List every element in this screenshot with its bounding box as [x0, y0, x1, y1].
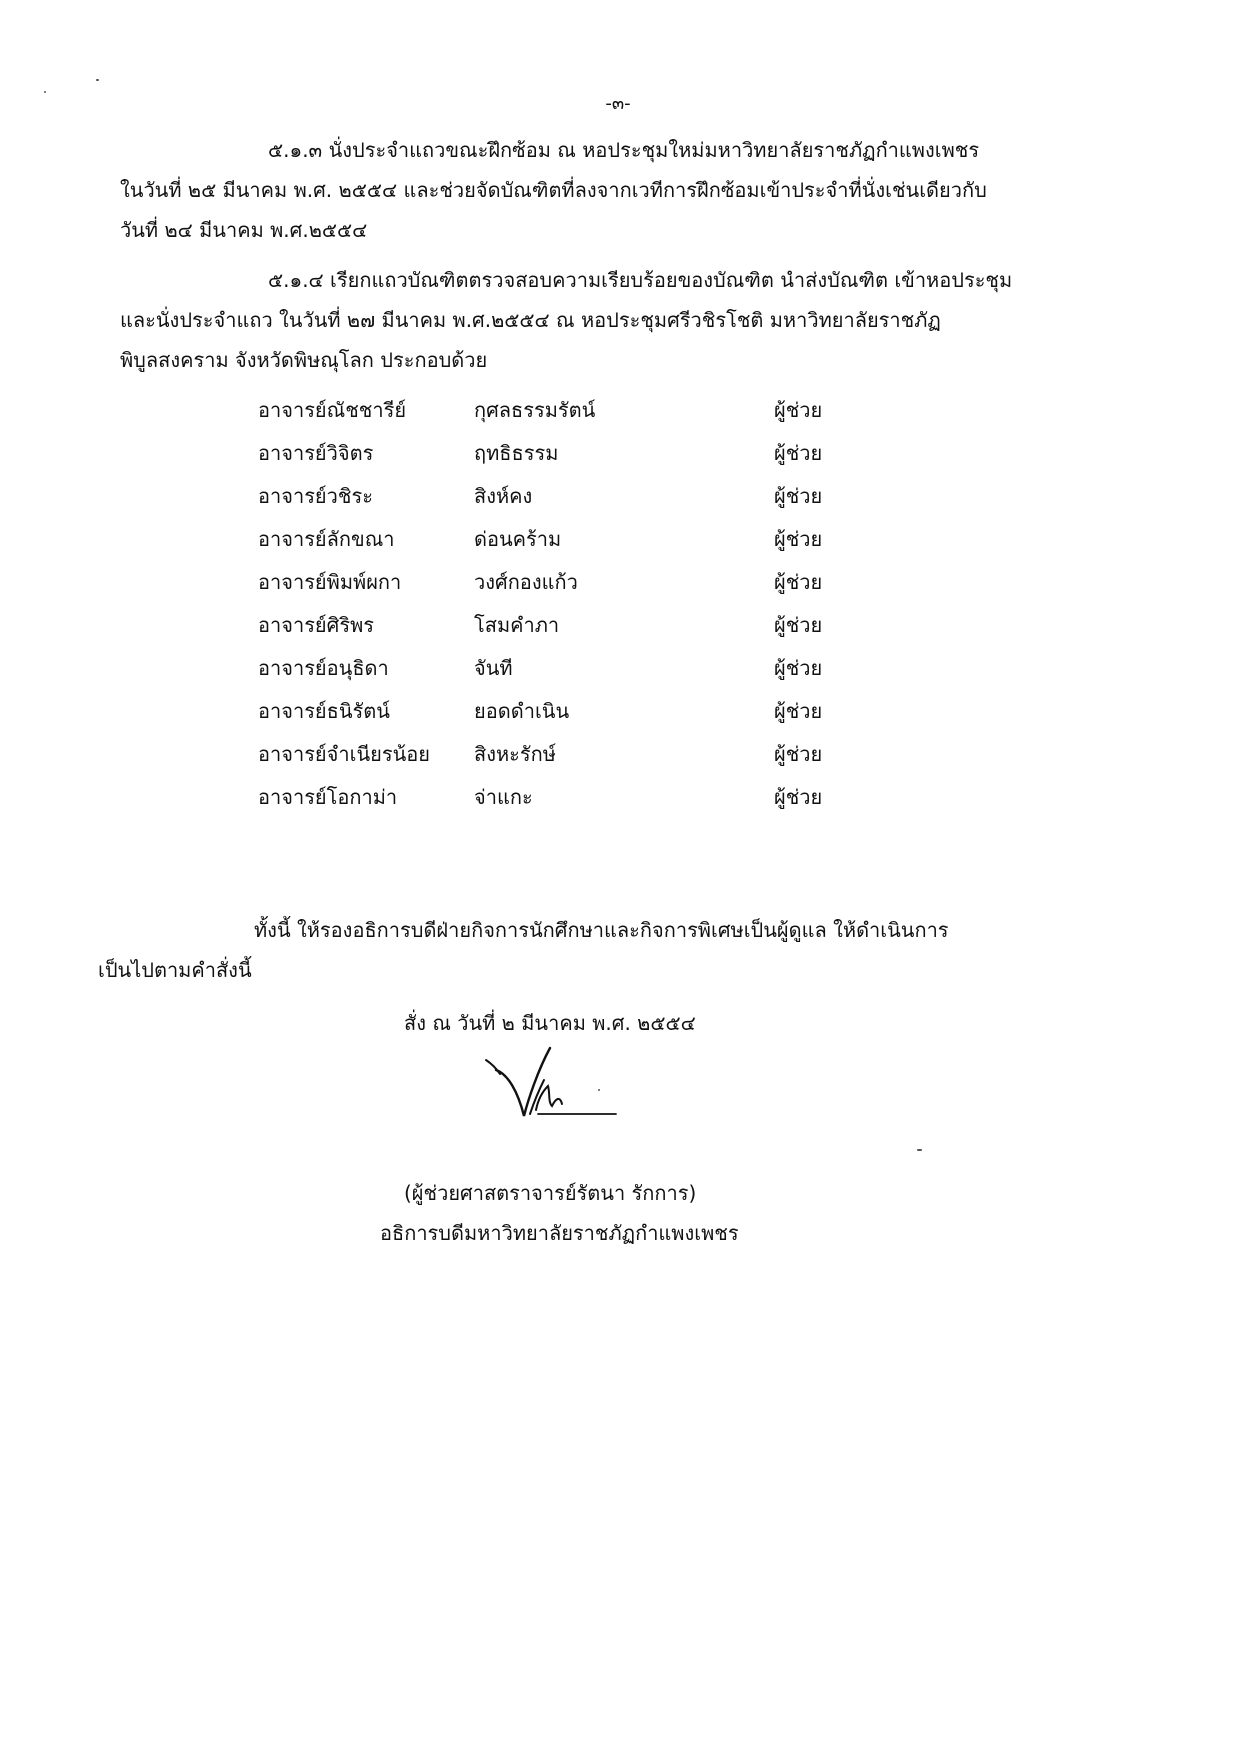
staff-first-name: อาจารย์อนุธิดา — [258, 656, 389, 680]
signatory-name: (ผู้ช่วยศาสตราจารย์รัตนา รักการ) — [404, 1181, 697, 1205]
staff-role: ผู้ช่วย — [774, 441, 823, 465]
staff-last-name: ด่อนคร้าม — [474, 527, 562, 551]
staff-last-name: กุศลธรรมรัตน์ — [474, 398, 596, 422]
page-number: -๓- — [605, 93, 631, 114]
staff-first-name: อาจารย์ณัชชารีย์ — [258, 398, 407, 422]
order-date: สั่ง ณ วันที่ ๒ มีนาคม พ.ศ. ๒๕๕๔ — [404, 1011, 696, 1035]
section-5-1-3-line-1: ๕.๑.๓ นั่งประจำแถวขณะฝึกซ้อม ณ หอประชุมใหม่มหาวิทยาลัยราชภัฏกำแพงเพชร — [268, 138, 980, 162]
scan-speck — [917, 1149, 922, 1151]
closing-line-2: เป็นไปตามคำสั่งนี้ — [98, 958, 252, 982]
section-5-1-4-line-1: ๕.๑.๔ เรียกแถวบัณฑิตตรวจสอบความเรียบร้อยของบัณฑิต นำส่งบัณฑิต เข้าหอประชุม — [268, 268, 1013, 292]
staff-role: ผู้ช่วย — [774, 484, 823, 508]
staff-last-name: โสมคำภา — [474, 613, 560, 637]
staff-role: ผู้ช่วย — [774, 699, 823, 723]
section-5-1-4-line-3: พิบูลสงคราม จังหวัดพิษณุโลก ประกอบด้วย — [120, 348, 488, 372]
signatory-title: อธิการบดีมหาวิทยาลัยราชภัฏกำแพงเพชร — [380, 1221, 739, 1245]
staff-first-name: อาจารย์ศิริพร — [258, 613, 375, 637]
staff-first-name: อาจารย์ธนิรัตน์ — [258, 699, 390, 723]
scan-speck — [96, 79, 99, 81]
section-5-1-3-line-2: ในวันที่ ๒๕ มีนาคม พ.ศ. ๒๕๕๔ และช่วยจัดบัณฑิตที่ลงจากเวทีการฝึกซ้อมเข้าประจำที่นั่งเช่นเดียวกับ — [120, 178, 987, 202]
staff-first-name: อาจารย์จำเนียรน้อย — [258, 742, 430, 766]
staff-role: ผู้ช่วย — [774, 742, 823, 766]
section-5-1-3-line-3: วันที่ ๒๔ มีนาคม พ.ศ.๒๕๕๔ — [120, 218, 368, 242]
staff-last-name: วงศ์กองแก้ว — [474, 570, 578, 594]
staff-last-name: สิงหะรักษ์ — [474, 742, 556, 766]
staff-first-name: อาจารย์พิมพ์ผกา — [258, 570, 402, 594]
staff-role: ผู้ช่วย — [774, 570, 823, 594]
staff-first-name: อาจารย์วชิระ — [258, 484, 373, 508]
staff-last-name: ยอดดำเนิน — [474, 699, 570, 723]
staff-last-name: จ่าแกะ — [474, 785, 533, 809]
staff-role: ผู้ช่วย — [774, 656, 823, 680]
section-5-1-4-line-2: และนั่งประจำแถว ในวันที่ ๒๗ มีนาคม พ.ศ.๒๕๕๔ ณ หอประชุมศรีวชิรโชติ มหาวิทยาลัยราชภัฏ — [120, 308, 941, 332]
staff-last-name: สิงห์คง — [474, 484, 533, 508]
staff-role: ผู้ช่วย — [774, 398, 823, 422]
closing-line-1: ทั้งนี้ ให้รองอธิการบดีฝ่ายกิจการนักศึกษาและกิจการพิเศษเป็นผู้ดูแล ให้ดำเนินการ — [254, 918, 949, 942]
staff-first-name: อาจารย์โอกาม่า — [258, 785, 398, 809]
staff-role: ผู้ช่วย — [774, 785, 823, 809]
scan-speck — [44, 91, 46, 93]
staff-first-name: อาจารย์วิจิตร — [258, 441, 374, 465]
staff-role: ผู้ช่วย — [774, 613, 823, 637]
staff-last-name: ฤทธิธรรม — [474, 441, 559, 465]
signature-image — [478, 1040, 628, 1140]
staff-first-name: อาจารย์ลักขณา — [258, 527, 395, 551]
scan-speck — [598, 1089, 600, 1091]
staff-last-name: จันที — [474, 656, 513, 680]
staff-role: ผู้ช่วย — [774, 527, 823, 551]
